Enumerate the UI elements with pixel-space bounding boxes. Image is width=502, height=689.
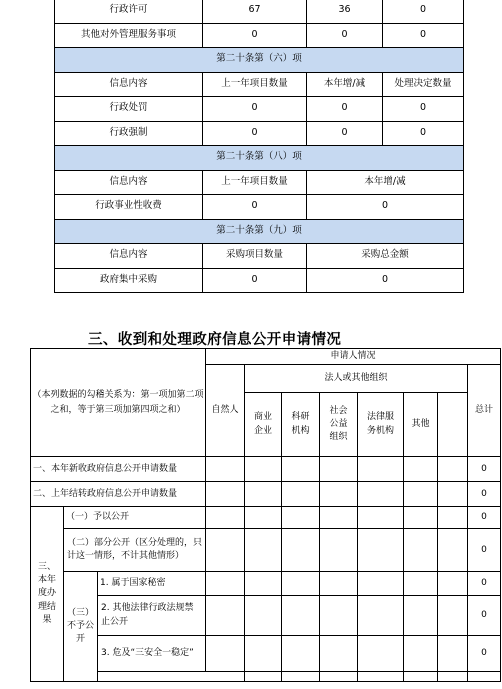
table-row — [55, 23, 464, 48]
row-label: 一、本年新收政府信息公开申请数量 — [31, 457, 206, 482]
column-header: 信息内容 — [55, 72, 203, 97]
not-open-group-label: （三）不予公开 — [64, 572, 98, 682]
total-cell: 0 — [468, 507, 501, 529]
column-header: 本年增/减 — [307, 170, 464, 195]
value-cell: 0 — [203, 195, 307, 220]
table-row — [55, 195, 464, 220]
value-cell: 67 — [203, 0, 307, 23]
section-title: 第二十条第（八）项 — [55, 146, 464, 171]
legal-group-header: 法人或其他组织 — [245, 365, 468, 393]
value-cell: 0 — [203, 97, 307, 122]
value-cell: 0 — [383, 97, 464, 122]
column-header: 本年增/减 — [307, 72, 383, 97]
value-cell: 0 — [307, 97, 383, 122]
table-row — [55, 97, 464, 122]
result-group-label: 三、本年度办理结果 — [31, 507, 64, 682]
section-heading: 三、收到和处理政府信息公开申请情况 — [88, 332, 342, 348]
org-type-header: 科研机构 — [282, 393, 320, 457]
org-type-header: 商业企业 — [245, 393, 282, 457]
table-row — [55, 244, 464, 269]
total-cell: 0 — [468, 572, 501, 596]
row-label: 行政处罚 — [55, 97, 203, 122]
value-cell: 0 — [383, 23, 464, 48]
natural-person-header: 自然人 — [206, 365, 245, 457]
column-header: 采购项目数量 — [203, 244, 307, 269]
value-cell: 0 — [307, 195, 464, 220]
row-label: 1. 属于国家秘密 — [98, 572, 206, 596]
total-cell: 0 — [468, 596, 501, 636]
org-type-header: 社会公益组织 — [320, 393, 358, 457]
org-type-header: 法律服务机构 — [358, 393, 404, 457]
table-row — [55, 121, 464, 146]
row-label: 2. 其他法律行政法规禁止公开 — [98, 596, 206, 636]
applicant-header: 申请人情况 — [206, 349, 501, 365]
table-row — [55, 72, 464, 97]
row-label: 行政事业性收费 — [55, 195, 203, 220]
total-header: 总计 — [468, 365, 501, 457]
row-label: 行政强制 — [55, 121, 203, 146]
value-cell: 0 — [203, 268, 307, 293]
table-row — [55, 170, 464, 195]
column-header: 上一年项目数量 — [203, 170, 307, 195]
row-label: （二）部分公开（区分处理的，只计这一情形，不计其他情形） — [64, 529, 206, 572]
table-row — [55, 219, 464, 244]
section-title: 第二十条第（九）项 — [55, 219, 464, 244]
table-row — [55, 0, 464, 23]
value-cell: 0 — [307, 121, 383, 146]
table-row — [55, 268, 464, 293]
value-cell: 0 — [203, 23, 307, 48]
row-label: 二、上年结转政府信息公开申请数量 — [31, 482, 206, 507]
org-type-spacer — [438, 393, 468, 457]
table-note: （本列数据的勾稽关系为：第一项加第二项之和，等于第三项加第四项之和） — [31, 349, 206, 457]
value-cell: 0 — [383, 0, 464, 23]
row-label: （一）予以公开 — [64, 507, 206, 529]
total-cell: 0 — [468, 529, 501, 572]
total-cell: 0 — [468, 457, 501, 482]
row-label: 其他对外管理服务事项 — [55, 23, 203, 48]
column-header: 上一年项目数量 — [203, 72, 307, 97]
row-label: 3. 危及“三安全一稳定” — [98, 636, 206, 672]
value-cell: 0 — [383, 121, 464, 146]
column-header: 处理决定数量 — [383, 72, 464, 97]
disclosure-stats-table — [54, 0, 464, 293]
total-cell: 0 — [468, 636, 501, 672]
column-header: 信息内容 — [55, 244, 203, 269]
column-header: 信息内容 — [55, 170, 203, 195]
row-label: 行政许可 — [55, 0, 203, 23]
section-title: 第二十条第（六）项 — [55, 48, 464, 73]
total-cell: 0 — [468, 482, 501, 507]
column-header: 采购总金额 — [307, 244, 464, 269]
value-cell: 36 — [307, 0, 383, 23]
value-cell: 0 — [203, 121, 307, 146]
value-cell: 0 — [307, 23, 383, 48]
value-cell: 0 — [307, 268, 464, 293]
table-row — [55, 48, 464, 73]
row-label: 政府集中采购 — [55, 268, 203, 293]
table-row — [55, 146, 464, 171]
application-stats-table — [30, 348, 501, 682]
org-type-header: 其他 — [404, 393, 438, 457]
